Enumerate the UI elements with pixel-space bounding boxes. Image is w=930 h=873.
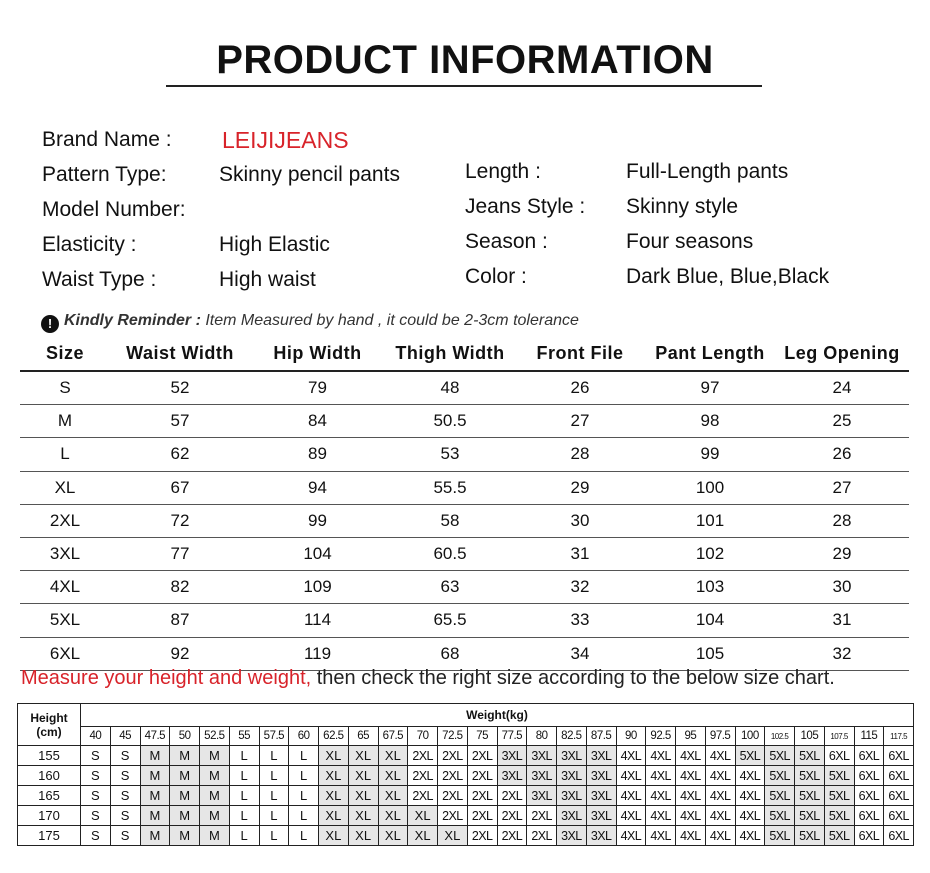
weight-value: 95 xyxy=(676,727,706,746)
cell-thigh-width: 48 xyxy=(385,371,515,405)
size-cell: M xyxy=(170,746,200,766)
size-cell: 3XL xyxy=(557,766,587,786)
size-cell: 6XL xyxy=(884,746,914,766)
height-value: 165 xyxy=(18,786,81,806)
size-cell: 2XL xyxy=(467,826,497,846)
weight-value: 52.5 xyxy=(200,727,230,746)
weight-value: 67.5 xyxy=(378,727,408,746)
size-cell: XL xyxy=(378,786,408,806)
size-cell: L xyxy=(289,806,319,826)
weight-header: Weight(kg) xyxy=(81,704,914,727)
weight-value: 77.5 xyxy=(497,727,527,746)
size-cell: XL xyxy=(408,806,438,826)
size-cell: 5XL xyxy=(824,786,854,806)
cell-waist-width: 52 xyxy=(110,371,250,405)
cell-thigh-width: 68 xyxy=(385,637,515,670)
measurement-table-header xyxy=(20,336,909,371)
size-cell: M xyxy=(200,766,230,786)
cell-waist-width: 67 xyxy=(110,471,250,504)
measurement-table xyxy=(20,336,909,671)
column-header-leg-opening: Leg Opening xyxy=(775,336,909,371)
brand-name-value: LEIJIJEANS xyxy=(222,127,349,153)
cell-waist-width: 77 xyxy=(110,537,250,570)
cell-pant-length: 101 xyxy=(645,504,775,537)
size-cell: 3XL xyxy=(527,786,557,806)
column-header-hip-width: Hip Width xyxy=(250,336,385,371)
cell-leg-opening: 30 xyxy=(775,571,909,604)
cell-waist-width: 87 xyxy=(110,604,250,637)
weight-value: 82.5 xyxy=(557,727,587,746)
size-cell: 2XL xyxy=(408,766,438,786)
size-cell: M xyxy=(200,786,230,806)
column-header-front-file: Front File xyxy=(515,336,645,371)
size-cell: 6XL xyxy=(854,786,884,806)
cell-front-file: 31 xyxy=(515,537,645,570)
color-label: Color : xyxy=(465,265,527,288)
size-cell: S xyxy=(110,806,140,826)
size-cell: XL xyxy=(378,746,408,766)
size-cell: 6XL xyxy=(884,786,914,806)
season-label: Season : xyxy=(465,230,548,253)
color-value: Dark Blue, Blue,Black xyxy=(626,265,830,288)
cell-hip-width: 104 xyxy=(250,537,385,570)
size-cell: 4XL xyxy=(646,826,676,846)
cell-front-file: 30 xyxy=(515,504,645,537)
size-cell: 2XL xyxy=(527,826,557,846)
cell-hip-width: 79 xyxy=(250,371,385,405)
size-cell: 3XL xyxy=(586,766,616,786)
cell-waist-width: 62 xyxy=(110,438,250,471)
measure-note-text: then check the right size according to the below size chart. xyxy=(311,667,835,689)
size-cell: S xyxy=(110,826,140,846)
cell-hip-width: 99 xyxy=(250,504,385,537)
size-cell: 5XL xyxy=(795,826,825,846)
kindly-reminder xyxy=(41,312,579,333)
size-cell: M xyxy=(140,826,170,846)
title-underline xyxy=(166,85,762,87)
size-cell: 3XL xyxy=(557,746,587,766)
size-cell: 5XL xyxy=(795,746,825,766)
weight-value: 57.5 xyxy=(259,727,289,746)
size-cell: 4XL xyxy=(676,806,706,826)
size-cell: S xyxy=(81,766,111,786)
size-cell: XL xyxy=(348,786,378,806)
size-cell: 4XL xyxy=(616,786,646,806)
size-cell: 2XL xyxy=(527,806,557,826)
size-cell: 2XL xyxy=(497,826,527,846)
size-cell: S xyxy=(81,746,111,766)
size-cell: L xyxy=(259,746,289,766)
measure-note-highlight: Measure your height and weight, xyxy=(21,667,312,689)
size-cell: 3XL xyxy=(527,766,557,786)
weight-value: 62.5 xyxy=(319,727,349,746)
weight-value: 60 xyxy=(289,727,319,746)
size-cell: L xyxy=(259,766,289,786)
table-row xyxy=(20,637,909,670)
cell-leg-opening: 24 xyxy=(775,371,909,405)
table-row xyxy=(18,826,914,846)
column-header-thigh-width: Thigh Width xyxy=(385,336,515,371)
cell-waist-width: 72 xyxy=(110,504,250,537)
size-cell: 5XL xyxy=(824,806,854,826)
size-cell: 2XL xyxy=(408,746,438,766)
size-cell: 4XL xyxy=(616,806,646,826)
size-cell: 2XL xyxy=(438,806,468,826)
height-value: 160 xyxy=(18,766,81,786)
size-cell: XL xyxy=(378,766,408,786)
size-cell: L xyxy=(259,806,289,826)
size-cell: L xyxy=(229,766,259,786)
table-row xyxy=(20,371,909,405)
cell-size: M xyxy=(20,405,110,438)
size-cell: M xyxy=(140,766,170,786)
size-cell: S xyxy=(81,806,111,826)
size-cell: 4XL xyxy=(646,806,676,826)
column-header-size: Size xyxy=(20,336,110,371)
cell-waist-width: 92 xyxy=(110,637,250,670)
weight-value: 47.5 xyxy=(140,727,170,746)
cell-pant-length: 105 xyxy=(645,637,775,670)
cell-thigh-width: 65.5 xyxy=(385,604,515,637)
size-cell: 6XL xyxy=(854,826,884,846)
cell-size: 6XL xyxy=(20,637,110,670)
size-cell: 5XL xyxy=(824,766,854,786)
table-row xyxy=(20,571,909,604)
cell-pant-length: 100 xyxy=(645,471,775,504)
size-cell: M xyxy=(170,826,200,846)
size-cell: L xyxy=(229,746,259,766)
measure-note xyxy=(21,667,835,690)
size-cell: S xyxy=(81,786,111,806)
cell-leg-opening: 32 xyxy=(775,637,909,670)
weight-value: 100 xyxy=(735,727,765,746)
size-cell: XL xyxy=(348,746,378,766)
table-row xyxy=(20,405,909,438)
size-cell: XL xyxy=(438,826,468,846)
size-cell: XL xyxy=(319,826,349,846)
size-cell: 5XL xyxy=(795,766,825,786)
size-cell: S xyxy=(110,746,140,766)
cell-thigh-width: 60.5 xyxy=(385,537,515,570)
size-cell: L xyxy=(259,826,289,846)
size-cell: 4XL xyxy=(676,826,706,846)
waist-type-value: High waist xyxy=(219,268,316,291)
cell-size: 4XL xyxy=(20,571,110,604)
cell-thigh-width: 58 xyxy=(385,504,515,537)
weight-value: 105 xyxy=(795,727,825,746)
cell-hip-width: 114 xyxy=(250,604,385,637)
size-cell: 4XL xyxy=(646,766,676,786)
size-cell: 3XL xyxy=(497,766,527,786)
size-cell: 4XL xyxy=(705,826,735,846)
weight-value: 70 xyxy=(408,727,438,746)
table-row xyxy=(20,471,909,504)
cell-thigh-width: 50.5 xyxy=(385,405,515,438)
size-cell: L xyxy=(289,826,319,846)
size-cell: XL xyxy=(348,806,378,826)
weight-value: 102.5 xyxy=(765,727,795,746)
size-cell: 2XL xyxy=(467,766,497,786)
table-row xyxy=(20,604,909,637)
weight-value: 87.5 xyxy=(586,727,616,746)
cell-leg-opening: 28 xyxy=(775,504,909,537)
size-cell: 5XL xyxy=(765,746,795,766)
cell-front-file: 27 xyxy=(515,405,645,438)
cell-pant-length: 104 xyxy=(645,604,775,637)
column-header-waist-width: Waist Width xyxy=(110,336,250,371)
height-column-header: Height (cm) xyxy=(18,704,81,746)
table-row xyxy=(18,746,914,766)
weight-value: 90 xyxy=(616,727,646,746)
size-cell: 5XL xyxy=(765,826,795,846)
table-row xyxy=(18,786,914,806)
size-cell: XL xyxy=(319,746,349,766)
cell-leg-opening: 31 xyxy=(775,604,909,637)
size-cell: M xyxy=(200,746,230,766)
cell-hip-width: 119 xyxy=(250,637,385,670)
size-cell: 6XL xyxy=(854,746,884,766)
cell-front-file: 34 xyxy=(515,637,645,670)
cell-thigh-width: 55.5 xyxy=(385,471,515,504)
size-cell: 6XL xyxy=(884,806,914,826)
size-cell: 4XL xyxy=(646,746,676,766)
cell-size: XL xyxy=(20,471,110,504)
cell-pant-length: 98 xyxy=(645,405,775,438)
size-cell: 6XL xyxy=(824,746,854,766)
size-cell: M xyxy=(170,786,200,806)
cell-hip-width: 89 xyxy=(250,438,385,471)
cell-size: L xyxy=(20,438,110,471)
cell-size: S xyxy=(20,371,110,405)
weight-values-row xyxy=(18,727,914,746)
size-cell: 4XL xyxy=(676,746,706,766)
cell-hip-width: 84 xyxy=(250,405,385,438)
size-chart-title-row xyxy=(18,704,914,727)
size-cell: XL xyxy=(319,786,349,806)
weight-value: 65 xyxy=(348,727,378,746)
size-cell: 6XL xyxy=(884,826,914,846)
size-cell: 4XL xyxy=(735,786,765,806)
cell-pant-length: 99 xyxy=(645,438,775,471)
size-cell: 5XL xyxy=(765,786,795,806)
size-cell: 3XL xyxy=(557,826,587,846)
size-cell: 4XL xyxy=(705,746,735,766)
exclamation-circle-icon: ! xyxy=(41,315,59,333)
height-value: 155 xyxy=(18,746,81,766)
size-cell: 4XL xyxy=(676,786,706,806)
cell-waist-width: 82 xyxy=(110,571,250,604)
size-cell: 6XL xyxy=(854,806,884,826)
weight-value: 45 xyxy=(110,727,140,746)
cell-size: 3XL xyxy=(20,537,110,570)
size-cell: 4XL xyxy=(705,766,735,786)
table-row xyxy=(20,438,909,471)
size-cell: 5XL xyxy=(824,826,854,846)
size-cell: XL xyxy=(348,766,378,786)
table-row xyxy=(20,504,909,537)
size-cell: 6XL xyxy=(884,766,914,786)
size-cell: 3XL xyxy=(586,786,616,806)
cell-thigh-width: 53 xyxy=(385,438,515,471)
cell-waist-width: 57 xyxy=(110,405,250,438)
cell-size: 5XL xyxy=(20,604,110,637)
size-cell: M xyxy=(140,806,170,826)
size-cell: 3XL xyxy=(557,806,587,826)
size-cell: 3XL xyxy=(586,746,616,766)
size-cell: 4XL xyxy=(735,766,765,786)
size-cell: XL xyxy=(348,826,378,846)
size-cell: 4XL xyxy=(616,766,646,786)
pattern-type-value: Skinny pencil pants xyxy=(219,163,400,186)
size-cell: XL xyxy=(319,806,349,826)
size-cell: 2XL xyxy=(497,806,527,826)
weight-value: 80 xyxy=(527,727,557,746)
size-cell: 2XL xyxy=(467,786,497,806)
size-cell: M xyxy=(200,826,230,846)
cell-leg-opening: 25 xyxy=(775,405,909,438)
height-value: 175 xyxy=(18,826,81,846)
size-cell: 6XL xyxy=(854,766,884,786)
cell-hip-width: 94 xyxy=(250,471,385,504)
season-value: Four seasons xyxy=(626,230,754,253)
weight-value: 92.5 xyxy=(646,727,676,746)
size-cell: 4XL xyxy=(705,786,735,806)
pattern-type-label: Pattern Type: xyxy=(42,163,167,186)
cell-front-file: 32 xyxy=(515,571,645,604)
size-cell: L xyxy=(229,806,259,826)
cell-thigh-width: 63 xyxy=(385,571,515,604)
reminder-label: Kindly Reminder : xyxy=(64,312,201,329)
size-cell: 3XL xyxy=(497,746,527,766)
size-cell: 4XL xyxy=(735,826,765,846)
jeans-style-label: Jeans Style : xyxy=(465,195,586,218)
size-cell: 5XL xyxy=(765,766,795,786)
size-cell: 5XL xyxy=(795,806,825,826)
page-title: PRODUCT INFORMATION xyxy=(216,38,714,82)
size-cell: M xyxy=(200,806,230,826)
size-cell: M xyxy=(140,746,170,766)
size-cell: 3XL xyxy=(557,786,587,806)
table-row xyxy=(18,806,914,826)
size-cell: S xyxy=(110,786,140,806)
cell-pant-length: 102 xyxy=(645,537,775,570)
elasticity-label: Elasticity : xyxy=(42,233,137,256)
cell-front-file: 29 xyxy=(515,471,645,504)
size-cell: 2XL xyxy=(438,786,468,806)
column-header-pant-length: Pant Length xyxy=(645,336,775,371)
weight-value: 117.5 xyxy=(884,727,914,746)
waist-type-label: Waist Type : xyxy=(42,268,157,291)
size-cell: M xyxy=(170,766,200,786)
size-cell: 3XL xyxy=(586,806,616,826)
cell-pant-length: 97 xyxy=(645,371,775,405)
size-cell: XL xyxy=(408,826,438,846)
size-cell: L xyxy=(259,786,289,806)
size-cell: 4XL xyxy=(705,806,735,826)
size-cell: 4XL xyxy=(735,806,765,826)
weight-value: 107.5 xyxy=(824,727,854,746)
size-cell: 3XL xyxy=(586,826,616,846)
size-chart-table xyxy=(17,703,914,846)
cell-pant-length: 103 xyxy=(645,571,775,604)
cell-leg-opening: 26 xyxy=(775,438,909,471)
cell-hip-width: 109 xyxy=(250,571,385,604)
jeans-style-value: Skinny style xyxy=(626,195,739,218)
size-cell: 4XL xyxy=(616,826,646,846)
length-label: Length : xyxy=(465,160,541,183)
size-cell: 2XL xyxy=(438,766,468,786)
brand-name-label: Brand Name : xyxy=(42,128,172,151)
weight-value: 75 xyxy=(467,727,497,746)
cell-size: 2XL xyxy=(20,504,110,537)
size-cell: L xyxy=(289,746,319,766)
size-cell: 3XL xyxy=(527,746,557,766)
size-cell: 2XL xyxy=(497,786,527,806)
size-cell: S xyxy=(81,826,111,846)
size-cell: 4XL xyxy=(616,746,646,766)
size-cell: L xyxy=(229,826,259,846)
weight-value: 55 xyxy=(229,727,259,746)
model-number-label: Model Number: xyxy=(42,198,186,221)
size-cell: XL xyxy=(319,766,349,786)
size-cell: 4XL xyxy=(646,786,676,806)
size-cell: L xyxy=(289,786,319,806)
weight-value: 72.5 xyxy=(438,727,468,746)
cell-front-file: 33 xyxy=(515,604,645,637)
size-cell: L xyxy=(229,786,259,806)
cell-leg-opening: 29 xyxy=(775,537,909,570)
elasticity-value: High Elastic xyxy=(219,233,330,256)
size-cell: 2XL xyxy=(467,806,497,826)
size-cell: XL xyxy=(378,826,408,846)
size-cell: 2XL xyxy=(467,746,497,766)
size-cell: M xyxy=(170,806,200,826)
size-cell: M xyxy=(140,786,170,806)
table-row xyxy=(20,537,909,570)
weight-value: 50 xyxy=(170,727,200,746)
size-cell: 5XL xyxy=(795,786,825,806)
size-cell: L xyxy=(289,766,319,786)
reminder-text: Item Measured by hand , it could be 2-3cm tolerance xyxy=(200,312,579,329)
height-value: 170 xyxy=(18,806,81,826)
size-cell: S xyxy=(110,766,140,786)
weight-value: 115 xyxy=(854,727,884,746)
weight-value: 97.5 xyxy=(705,727,735,746)
size-cell: 5XL xyxy=(735,746,765,766)
cell-front-file: 26 xyxy=(515,371,645,405)
size-cell: 2XL xyxy=(408,786,438,806)
cell-front-file: 28 xyxy=(515,438,645,471)
size-cell: 4XL xyxy=(676,766,706,786)
weight-value: 40 xyxy=(81,727,111,746)
cell-leg-opening: 27 xyxy=(775,471,909,504)
size-cell: 5XL xyxy=(765,806,795,826)
size-cell: 2XL xyxy=(438,746,468,766)
table-row xyxy=(18,766,914,786)
size-cell: XL xyxy=(378,806,408,826)
length-value: Full-Length pants xyxy=(626,160,789,183)
